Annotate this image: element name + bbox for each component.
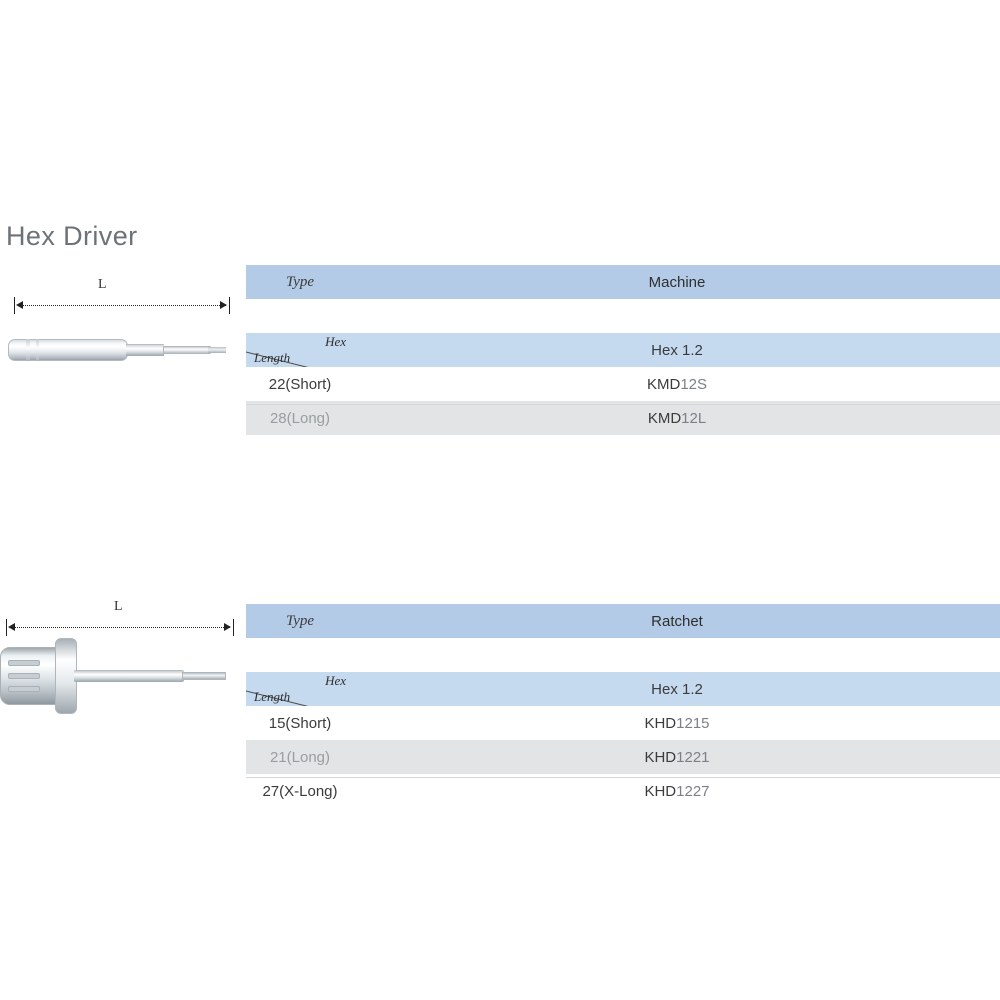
- hex-label: Hex: [325, 673, 346, 688]
- row-code: [354, 774, 1000, 808]
- drive-type-header: Machine: [354, 265, 1000, 299]
- code-prefix: KMD: [646, 375, 681, 393]
- table-bottom-border: [246, 404, 1000, 405]
- table-row: [246, 706, 1000, 740]
- ratchet-slot-2: [8, 673, 40, 679]
- code-suffix: 1227: [676, 782, 710, 800]
- length-dimension-line: [6, 617, 234, 637]
- row-type: 28(Long): [269, 409, 331, 427]
- code-suffix: 12L: [681, 409, 707, 427]
- length-dimension-line: [14, 295, 230, 315]
- table-row: [246, 367, 1000, 401]
- code-suffix: 1221: [676, 748, 710, 766]
- row-code: [354, 401, 1000, 435]
- driver-hex-tip: [208, 347, 226, 353]
- code-suffix: 12S: [680, 375, 708, 393]
- header-separator: [246, 299, 1000, 333]
- ratchet-slot-3: [8, 686, 40, 692]
- code-prefix: KMD: [647, 409, 682, 427]
- driver-hex-tip: [182, 672, 226, 680]
- hex-length-split-header: [246, 672, 354, 706]
- row-code: [354, 706, 1000, 740]
- hex-label: Hex: [325, 334, 346, 349]
- hex-size-value: Hex 1.2: [354, 672, 1000, 706]
- subheader-row: [246, 333, 1000, 367]
- driver-shaft: [74, 670, 184, 682]
- drive-type-header: Ratchet: [354, 604, 1000, 638]
- handle-groove-2: [36, 339, 39, 361]
- row-code: [354, 367, 1000, 401]
- handle-groove-1: [26, 339, 30, 361]
- table-row: [246, 401, 1000, 435]
- row-type: 27(X-Long): [262, 782, 338, 800]
- code-prefix: KHD: [644, 714, 677, 732]
- page-title: Hex Driver: [6, 221, 138, 251]
- row-type: 15(Short): [268, 714, 332, 732]
- ratchet-slot-1: [8, 660, 40, 666]
- row-type: 21(Long): [269, 748, 331, 766]
- length-dimension-label: L: [114, 599, 123, 614]
- row-type: 22(Short): [268, 375, 332, 393]
- code-prefix: KHD: [644, 748, 677, 766]
- table-bottom-border: [246, 777, 1000, 778]
- header-separator: [246, 638, 1000, 672]
- length-dimension-label: L: [98, 277, 107, 292]
- table-header-row: [246, 604, 1000, 638]
- driver-neck: [126, 344, 164, 356]
- type-header: Type: [246, 604, 354, 638]
- row-code: [354, 740, 1000, 774]
- hex-size-value: Hex 1.2: [354, 333, 1000, 367]
- table-row: [246, 740, 1000, 774]
- code-prefix: KHD: [644, 782, 677, 800]
- type-header: Type: [246, 265, 354, 299]
- table-header-row: [246, 265, 1000, 299]
- length-label: Length: [254, 689, 291, 704]
- code-suffix: 1215: [676, 714, 710, 732]
- subheader-row: [246, 672, 1000, 706]
- length-label: Length: [254, 350, 291, 365]
- machine-spec-table: [246, 265, 1000, 435]
- hex-length-split-header: [246, 333, 354, 367]
- driver-shaft: [163, 346, 211, 354]
- table-row: [246, 774, 1000, 808]
